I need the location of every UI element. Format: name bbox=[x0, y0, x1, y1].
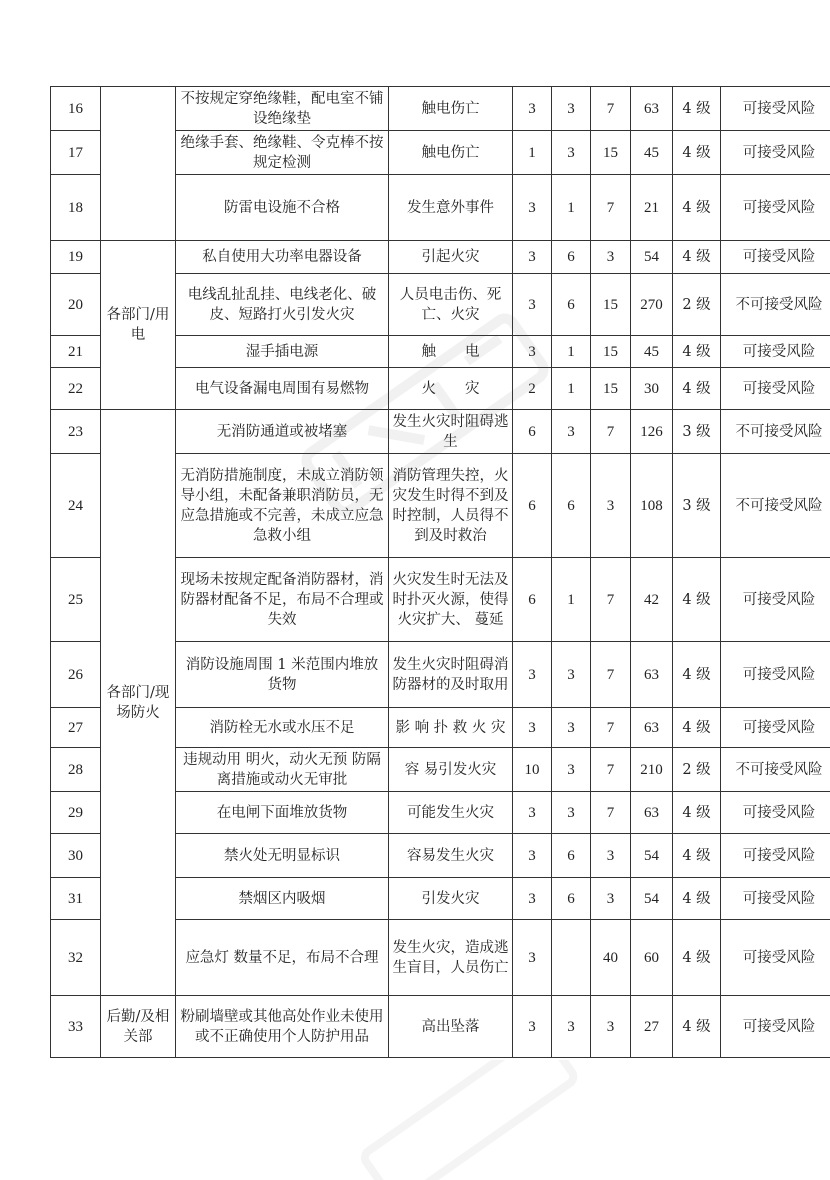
row-number-cell: 16 bbox=[51, 87, 101, 131]
risk-level-cell: 4 级 bbox=[673, 642, 721, 708]
consequence-cell: 引起火灾 bbox=[389, 241, 513, 274]
risk-level-cell: 4 级 bbox=[673, 558, 721, 642]
risk-conclusion-cell: 可接受风险 bbox=[721, 834, 830, 878]
risk-score-cell: 54 bbox=[631, 878, 673, 920]
exposure-cell: 3 bbox=[552, 87, 591, 131]
exposure-cell: 1 bbox=[552, 558, 591, 642]
risk-score-cell: 63 bbox=[631, 792, 673, 834]
risk-conclusion-cell: 可接受风险 bbox=[721, 368, 830, 410]
consequence-score-cell: 15 bbox=[591, 131, 631, 175]
exposure-cell: 6 bbox=[552, 834, 591, 878]
consequence-cell: 容 易引发火灾 bbox=[389, 748, 513, 792]
risk-level-cell: 4 级 bbox=[673, 87, 721, 131]
exposure-cell: 3 bbox=[552, 708, 591, 748]
likelihood-cell: 3 bbox=[513, 708, 552, 748]
group-cell-fire: 各部门/现场防火 bbox=[101, 410, 176, 996]
exposure-cell: 3 bbox=[552, 748, 591, 792]
consequence-cell: 触电伤亡 bbox=[389, 131, 513, 175]
row-number-cell: 18 bbox=[51, 175, 101, 241]
likelihood-cell: 6 bbox=[513, 454, 552, 558]
row-number-cell: 22 bbox=[51, 368, 101, 410]
exposure-cell: 1 bbox=[552, 368, 591, 410]
likelihood-cell: 2 bbox=[513, 368, 552, 410]
risk-conclusion-cell: 不可接受风险 bbox=[721, 454, 830, 558]
risk-conclusion-cell: 可接受风险 bbox=[721, 878, 830, 920]
risk-score-cell: 108 bbox=[631, 454, 673, 558]
consequence-cell: 火灾发生时无法及时扑灭火源，使得火灾扩大、 蔓延 bbox=[389, 558, 513, 642]
risk-table-body bbox=[51, 87, 830, 1058]
row-number-cell: 26 bbox=[51, 642, 101, 708]
consequence-score-cell: 7 bbox=[591, 792, 631, 834]
row-number-cell: 20 bbox=[51, 274, 101, 336]
risk-level-cell: 4 级 bbox=[673, 175, 721, 241]
likelihood-cell: 3 bbox=[513, 241, 552, 274]
row-number-cell: 17 bbox=[51, 131, 101, 175]
risk-conclusion-cell: 可接受风险 bbox=[721, 920, 830, 996]
risk-score-cell: 126 bbox=[631, 410, 673, 454]
risk-level-cell: 4 级 bbox=[673, 336, 721, 368]
risk-level-cell: 2 级 bbox=[673, 274, 721, 336]
risk-score-cell: 63 bbox=[631, 642, 673, 708]
risk-score-cell: 27 bbox=[631, 996, 673, 1058]
risk-conclusion-cell: 不可接受风险 bbox=[721, 748, 830, 792]
consequence-cell: 人员电击伤、死亡、火灾 bbox=[389, 274, 513, 336]
risk-conclusion-cell: 可接受风险 bbox=[721, 642, 830, 708]
risk-conclusion-cell: 可接受风险 bbox=[721, 175, 830, 241]
row-number-cell: 29 bbox=[51, 792, 101, 834]
risk-score-cell: 45 bbox=[631, 336, 673, 368]
consequence-cell: 容易发生火灾 bbox=[389, 834, 513, 878]
risk-level-cell: 3 级 bbox=[673, 410, 721, 454]
risk-level-cell: 2 级 bbox=[673, 748, 721, 792]
likelihood-cell: 3 bbox=[513, 996, 552, 1058]
likelihood-cell: 3 bbox=[513, 920, 552, 996]
exposure-cell bbox=[552, 920, 591, 996]
hazard-description-cell: 不按规定穿绝缘鞋，配电室不铺设绝缘垫 bbox=[176, 87, 389, 131]
risk-conclusion-cell: 不可接受风险 bbox=[721, 410, 830, 454]
hazard-description-cell: 粉刷墙壁或其他高处作业未使用或不正确使用个人防护用品 bbox=[176, 996, 389, 1058]
exposure-cell: 6 bbox=[552, 454, 591, 558]
risk-conclusion-cell: 不可接受风险 bbox=[721, 274, 830, 336]
likelihood-cell: 3 bbox=[513, 834, 552, 878]
consequence-cell: 发生火灾时阻碍消防器材的及时取用 bbox=[389, 642, 513, 708]
risk-level-cell: 4 级 bbox=[673, 708, 721, 748]
risk-score-cell: 21 bbox=[631, 175, 673, 241]
consequence-score-cell: 7 bbox=[591, 708, 631, 748]
row-number-cell: 19 bbox=[51, 241, 101, 274]
row-number-cell: 32 bbox=[51, 920, 101, 996]
exposure-cell: 3 bbox=[552, 792, 591, 834]
risk-level-cell: 4 级 bbox=[673, 368, 721, 410]
hazard-description-cell: 电气设备漏电周围有易燃物 bbox=[176, 368, 389, 410]
consequence-cell: 影 响 扑 救 火 灾 bbox=[389, 708, 513, 748]
group-cell-electric: 各部门/用电 bbox=[101, 241, 176, 410]
exposure-cell: 3 bbox=[552, 131, 591, 175]
consequence-score-cell: 15 bbox=[591, 368, 631, 410]
likelihood-cell: 10 bbox=[513, 748, 552, 792]
risk-conclusion-cell: 可接受风险 bbox=[721, 241, 830, 274]
consequence-score-cell: 3 bbox=[591, 878, 631, 920]
likelihood-cell: 3 bbox=[513, 878, 552, 920]
risk-score-cell: 45 bbox=[631, 131, 673, 175]
consequence-score-cell: 7 bbox=[591, 558, 631, 642]
risk-score-cell: 54 bbox=[631, 241, 673, 274]
risk-level-cell: 4 级 bbox=[673, 241, 721, 274]
exposure-cell: 3 bbox=[552, 996, 591, 1058]
consequence-cell: 发生意外事件 bbox=[389, 175, 513, 241]
risk-level-cell: 3 级 bbox=[673, 454, 721, 558]
likelihood-cell: 3 bbox=[513, 336, 552, 368]
risk-conclusion-cell: 可接受风险 bbox=[721, 87, 830, 131]
row-number-cell: 27 bbox=[51, 708, 101, 748]
likelihood-cell: 3 bbox=[513, 274, 552, 336]
hazard-description-cell: 无消防措施制度，未成立消防领导小组，未配备兼职消防员，无应急措施或不完善，未成立应急急救小组 bbox=[176, 454, 389, 558]
table-row bbox=[51, 410, 830, 454]
risk-score-cell: 42 bbox=[631, 558, 673, 642]
consequence-score-cell: 7 bbox=[591, 642, 631, 708]
risk-conclusion-cell: 可接受风险 bbox=[721, 708, 830, 748]
consequence-cell: 触电伤亡 bbox=[389, 87, 513, 131]
hazard-description-cell: 防雷电设施不合格 bbox=[176, 175, 389, 241]
consequence-cell: 可能发生火灾 bbox=[389, 792, 513, 834]
consequence-score-cell: 7 bbox=[591, 410, 631, 454]
hazard-description-cell: 私自使用大功率电器设备 bbox=[176, 241, 389, 274]
hazard-description-cell: 绝缘手套、绝缘鞋、令克棒不按规定检测 bbox=[176, 131, 389, 175]
risk-level-cell: 4 级 bbox=[673, 834, 721, 878]
likelihood-cell: 6 bbox=[513, 558, 552, 642]
hazard-description-cell: 禁火处无明显标识 bbox=[176, 834, 389, 878]
consequence-cell: 发生火灾，造成逃生盲目，人员伤亡 bbox=[389, 920, 513, 996]
hazard-description-cell: 湿手插电源 bbox=[176, 336, 389, 368]
risk-assessment-table bbox=[50, 86, 830, 1058]
likelihood-cell: 3 bbox=[513, 87, 552, 131]
risk-level-cell: 4 级 bbox=[673, 131, 721, 175]
risk-score-cell: 270 bbox=[631, 274, 673, 336]
exposure-cell: 1 bbox=[552, 175, 591, 241]
consequence-cell: 高出坠落 bbox=[389, 996, 513, 1058]
consequence-score-cell: 7 bbox=[591, 748, 631, 792]
row-number-cell: 25 bbox=[51, 558, 101, 642]
hazard-description-cell: 电线乱扯乱挂、电线老化、破皮、短路打火引发火灾 bbox=[176, 274, 389, 336]
risk-conclusion-cell: 可接受风险 bbox=[721, 996, 830, 1058]
hazard-description-cell: 在电闸下面堆放货物 bbox=[176, 792, 389, 834]
group-cell-logistics: 后勤/及相关部 bbox=[101, 996, 176, 1058]
table-row bbox=[51, 241, 830, 274]
row-number-cell: 24 bbox=[51, 454, 101, 558]
risk-conclusion-cell: 可接受风险 bbox=[721, 131, 830, 175]
exposure-cell: 3 bbox=[552, 642, 591, 708]
risk-level-cell: 4 级 bbox=[673, 920, 721, 996]
row-number-cell: 33 bbox=[51, 996, 101, 1058]
hazard-description-cell: 无消防通道或被堵塞 bbox=[176, 410, 389, 454]
consequence-cell: 触 电 bbox=[389, 336, 513, 368]
table-row bbox=[51, 87, 830, 131]
risk-level-cell: 4 级 bbox=[673, 996, 721, 1058]
exposure-cell: 6 bbox=[552, 878, 591, 920]
hazard-description-cell: 现场未按规定配备消防器材，消防器材配备不足，布局不合理或失效 bbox=[176, 558, 389, 642]
likelihood-cell: 3 bbox=[513, 642, 552, 708]
row-number-cell: 30 bbox=[51, 834, 101, 878]
risk-level-cell: 4 级 bbox=[673, 792, 721, 834]
risk-conclusion-cell: 可接受风险 bbox=[721, 792, 830, 834]
consequence-score-cell: 3 bbox=[591, 454, 631, 558]
hazard-description-cell: 消防栓无水或水压不足 bbox=[176, 708, 389, 748]
hazard-description-cell: 禁烟区内吸烟 bbox=[176, 878, 389, 920]
risk-score-cell: 63 bbox=[631, 87, 673, 131]
hazard-description-cell: 应急灯 数量不足，布局不合理 bbox=[176, 920, 389, 996]
risk-conclusion-cell: 可接受风险 bbox=[721, 558, 830, 642]
watermark-logo-bottom bbox=[300, 1060, 630, 1180]
row-number-cell: 21 bbox=[51, 336, 101, 368]
consequence-score-cell: 3 bbox=[591, 996, 631, 1058]
exposure-cell: 3 bbox=[552, 410, 591, 454]
consequence-score-cell: 3 bbox=[591, 241, 631, 274]
exposure-cell: 6 bbox=[552, 274, 591, 336]
consequence-cell: 发生火灾时阻碍逃生 bbox=[389, 410, 513, 454]
hazard-description-cell: 消防设施周围 1 米范围内堆放货物 bbox=[176, 642, 389, 708]
consequence-score-cell: 15 bbox=[591, 336, 631, 368]
group-cell-blank bbox=[101, 87, 176, 241]
table-row bbox=[51, 996, 830, 1058]
consequence-score-cell: 3 bbox=[591, 834, 631, 878]
likelihood-cell: 3 bbox=[513, 175, 552, 241]
likelihood-cell: 3 bbox=[513, 792, 552, 834]
consequence-score-cell: 15 bbox=[591, 274, 631, 336]
risk-score-cell: 210 bbox=[631, 748, 673, 792]
row-number-cell: 23 bbox=[51, 410, 101, 454]
risk-level-cell: 4 级 bbox=[673, 878, 721, 920]
exposure-cell: 1 bbox=[552, 336, 591, 368]
likelihood-cell: 1 bbox=[513, 131, 552, 175]
risk-score-cell: 63 bbox=[631, 708, 673, 748]
consequence-score-cell: 7 bbox=[591, 175, 631, 241]
row-number-cell: 28 bbox=[51, 748, 101, 792]
consequence-score-cell: 40 bbox=[591, 920, 631, 996]
risk-conclusion-cell: 可接受风险 bbox=[721, 336, 830, 368]
consequence-score-cell: 7 bbox=[591, 87, 631, 131]
risk-score-cell: 60 bbox=[631, 920, 673, 996]
hazard-description-cell: 违规动用 明火，动火无预 防隔离措施或动火无审批 bbox=[176, 748, 389, 792]
likelihood-cell: 6 bbox=[513, 410, 552, 454]
consequence-cell: 引发火灾 bbox=[389, 878, 513, 920]
row-number-cell: 31 bbox=[51, 878, 101, 920]
risk-score-cell: 30 bbox=[631, 368, 673, 410]
consequence-cell: 消防管理失控，火灾发生时得不到及时控制，人员得不到及时救治 bbox=[389, 454, 513, 558]
risk-score-cell: 54 bbox=[631, 834, 673, 878]
consequence-cell: 火 灾 bbox=[389, 368, 513, 410]
exposure-cell: 6 bbox=[552, 241, 591, 274]
